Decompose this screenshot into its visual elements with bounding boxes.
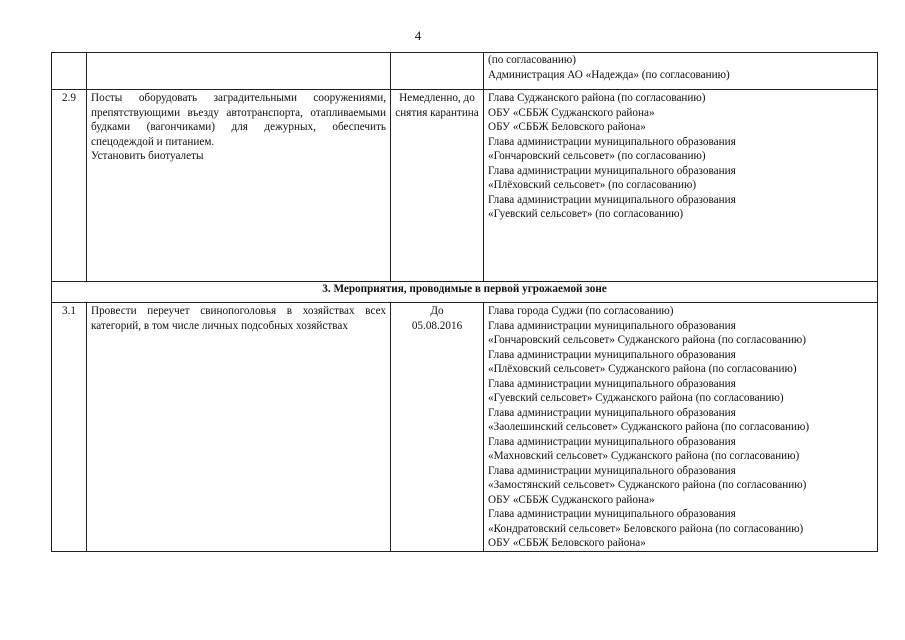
responsible-line: Администрация АО «Надежда» (по согласованию) <box>488 68 730 81</box>
responsible-line: «Гончаровский сельсовет» Суджанского района (по согласованию) <box>488 334 807 346</box>
cell-description <box>87 53 391 90</box>
responsible-line: Глава Суджанского района (по согласованию) <box>488 92 706 104</box>
responsible-line: Глава администрации муниципального образования <box>488 135 736 148</box>
responsible-line: Глава администрации муниципального образования <box>488 319 736 332</box>
row-deadline: Немедленно, до снятия карантина <box>391 90 484 282</box>
responsible-line: ОБУ «СББЖ Беловского района» <box>488 537 646 549</box>
responsible-line: «Гуевский сельсовет» Суджанского района (по согласованию) <box>488 392 784 404</box>
row-number: 3.1 <box>52 303 87 552</box>
responsible-line: «Заолешинский сельсовет» Суджанского района (по согласованию) <box>488 421 810 433</box>
measures-table <box>51 52 878 552</box>
responsible-line: (по согласованию) <box>488 54 576 66</box>
deadline-line: До <box>430 305 444 317</box>
section-header-row <box>52 282 878 303</box>
description-text: Посты оборудовать заградительными сооружениями, препятствующими въезду автотранспорта, отапливаемыми будками (вагончиками) для дежурных, обеспечить спецодеждой и питанием. <box>91 92 386 148</box>
responsible-line: Глава администрации муниципального образования <box>488 164 736 177</box>
row-description: Провести переучет свинопоголовья в хозяйствах всех категорий, в том числе личных подсобных хозяйствах <box>87 303 391 552</box>
description-text-2: Установить биотуалеты <box>91 150 204 162</box>
responsible-line: Глава администрации муниципального образования <box>488 464 736 477</box>
responsible-line: Глава администрации муниципального образования <box>488 406 736 419</box>
responsible-line: Глава администрации муниципального образования <box>488 435 736 448</box>
responsible-line: «Кондратовский сельсовет» Беловского района (по согласованию) <box>488 522 804 535</box>
row-description <box>87 90 391 282</box>
row-responsible <box>484 90 878 282</box>
cell-deadline <box>391 53 484 90</box>
responsible-line: Глава администрации муниципального образования <box>488 377 736 390</box>
responsible-line: ОБУ «СББЖ Суджанского района» <box>488 493 655 506</box>
table-row-continuation <box>52 53 878 90</box>
responsible-line: «Замостянский сельсовет» Суджанского района (по согласованию) <box>488 479 807 491</box>
responsible-line: «Плёховский сельсовет» (по согласованию) <box>488 179 697 191</box>
responsible-line: «Махновский сельсовет» Суджанского района (по согласованию) <box>488 450 800 462</box>
responsible-line: «Гончаровский сельсовет» (по согласованию) <box>488 150 706 162</box>
responsible-line: Глава города Суджи (по согласованию) <box>488 305 674 317</box>
row-responsible <box>484 303 878 552</box>
table-row-2-9 <box>52 90 878 282</box>
row-number: 2.9 <box>52 90 87 282</box>
responsible-line: «Плёховский сельсовет» Суджанского района (по согласованию) <box>488 363 797 375</box>
responsible-line: «Гуевский сельсовет» (по согласованию) <box>488 208 684 220</box>
section-title: 3. Мероприятия, проводимые в первой угрожаемой зоне <box>52 282 878 303</box>
responsible-line: Глава администрации муниципального образования <box>488 193 736 206</box>
responsible-line: ОБУ «СББЖ Суджанского района» <box>488 106 655 119</box>
responsible-line: ОБУ «СББЖ Беловского района» <box>488 121 646 133</box>
page-number: 4 <box>414 28 422 43</box>
responsible-line: Глава администрации муниципального образования <box>488 348 736 361</box>
responsible-line: Глава администрации муниципального образования <box>488 508 736 520</box>
table-row-3-1 <box>52 303 878 552</box>
cell-num <box>52 53 87 90</box>
row-deadline <box>391 303 484 552</box>
cell-responsible <box>484 53 878 90</box>
deadline-line: 05.08.2016 <box>411 319 463 332</box>
